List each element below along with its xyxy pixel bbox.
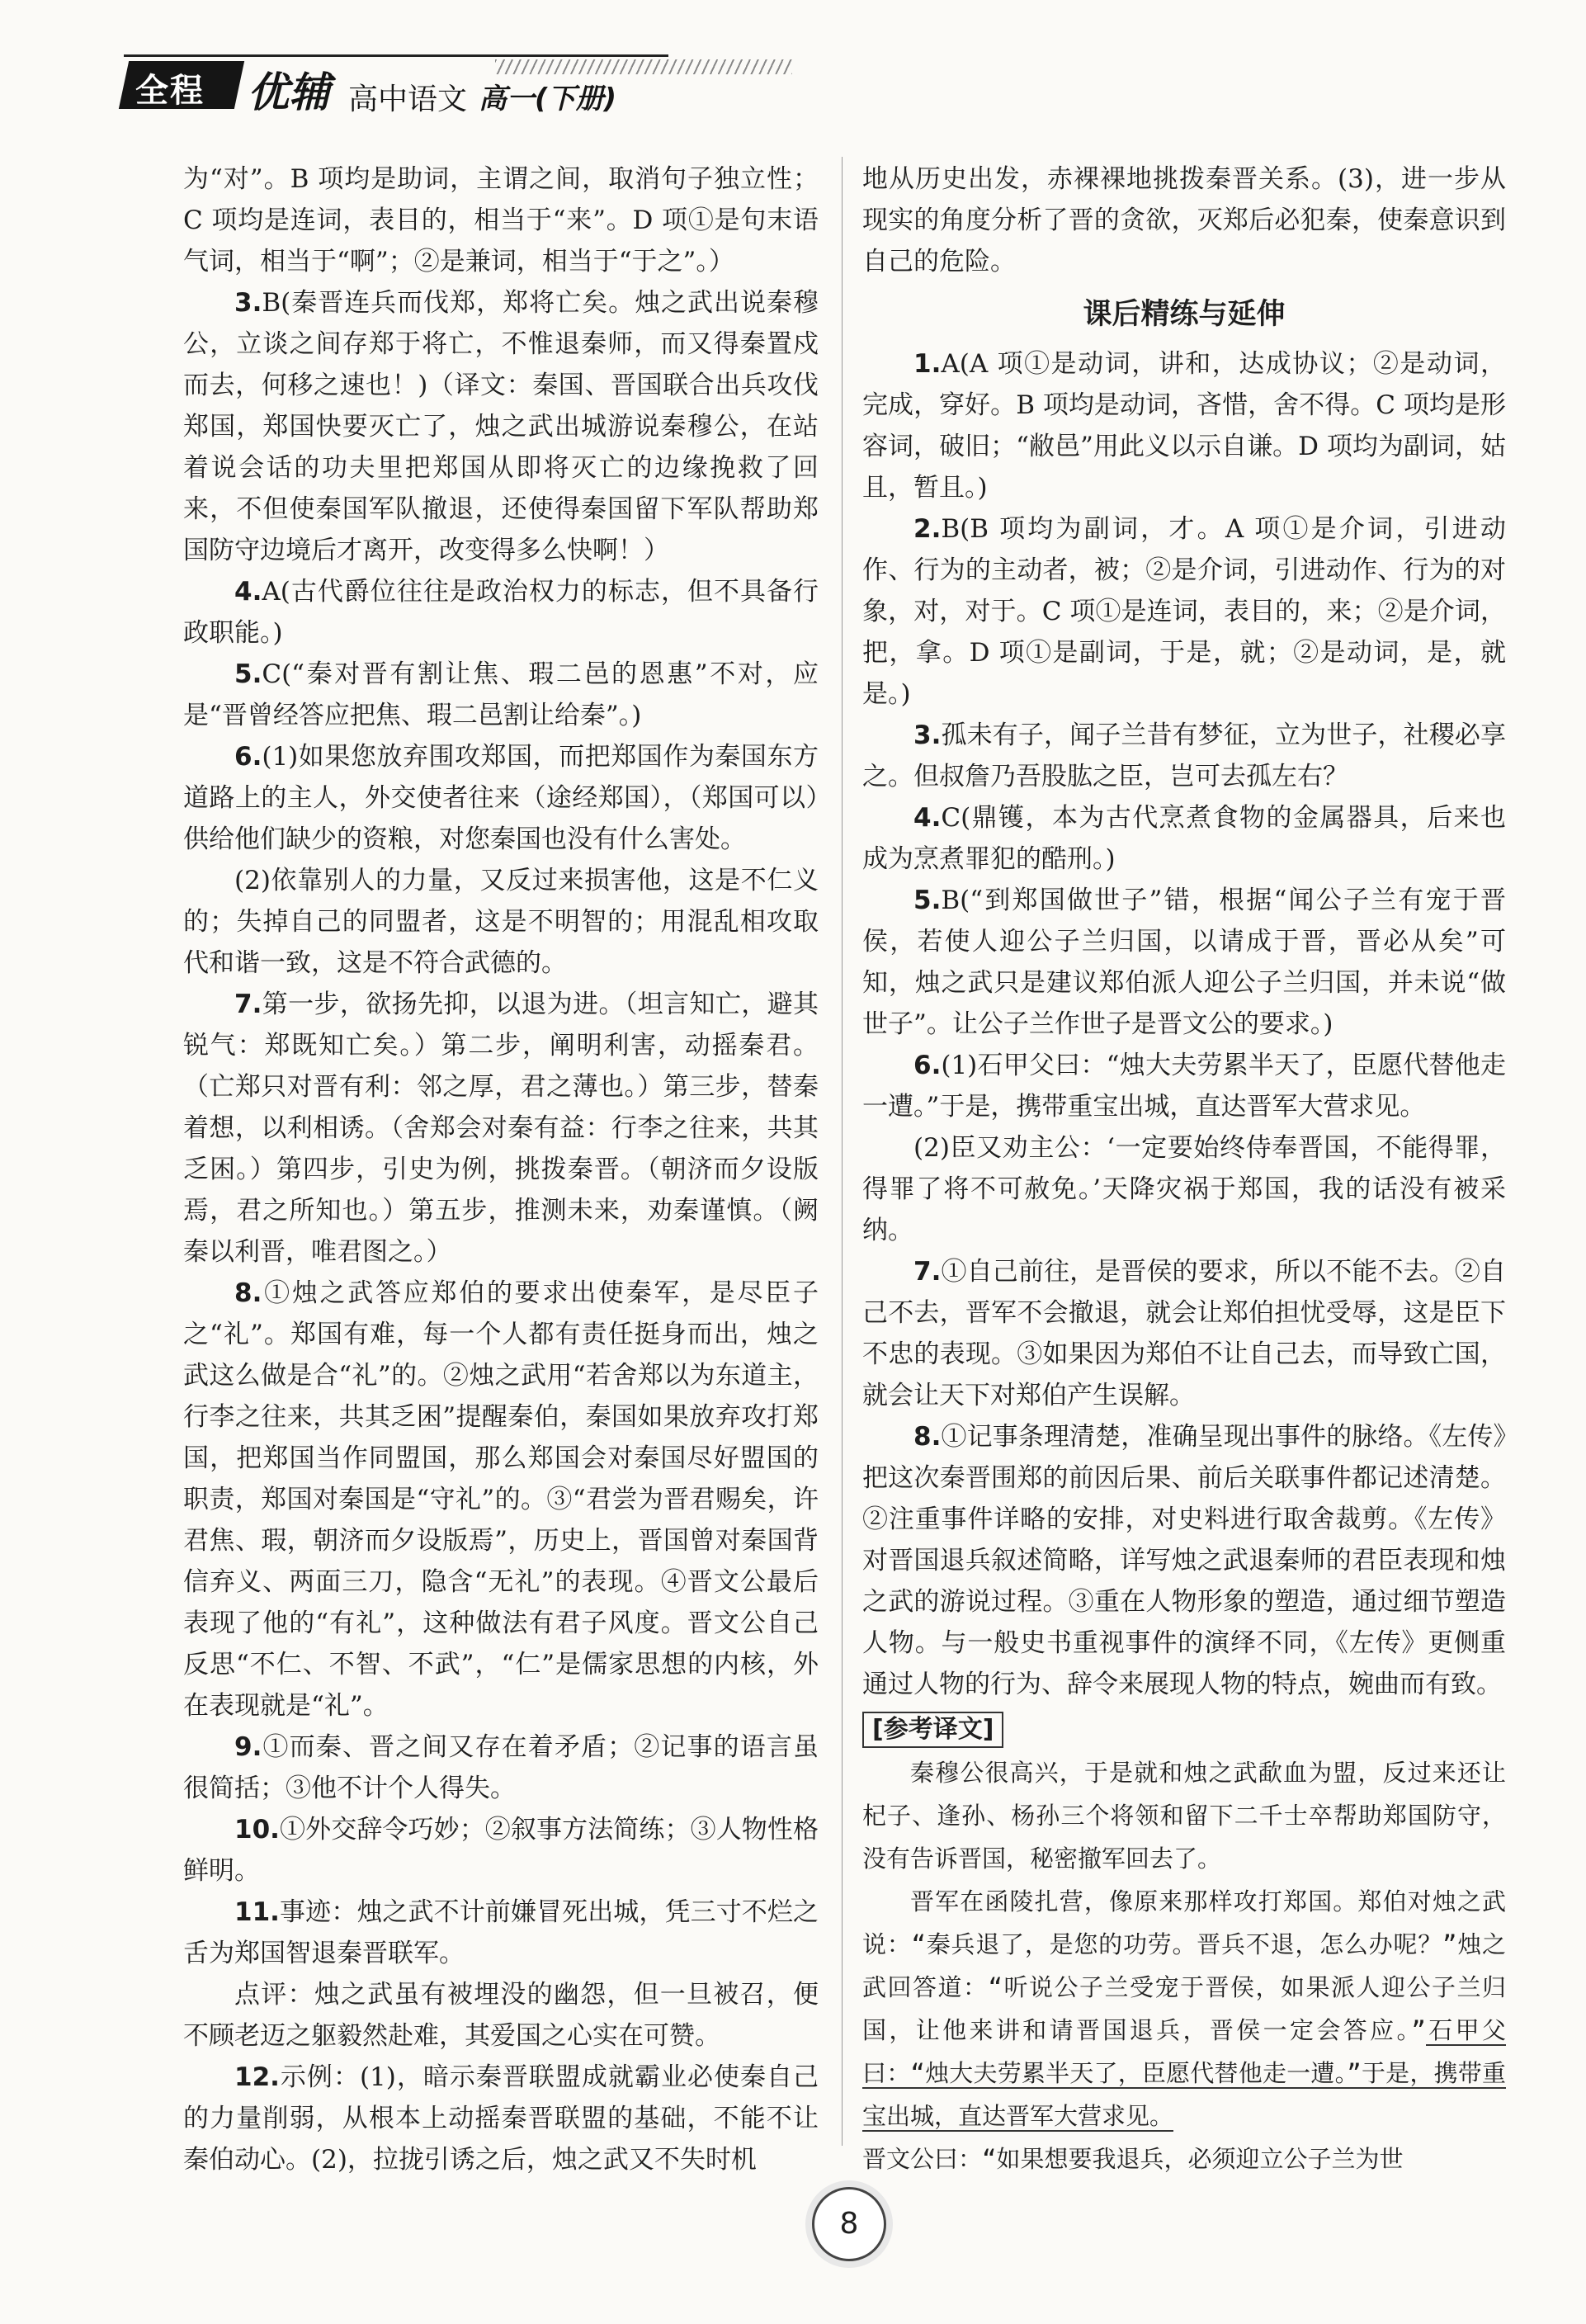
item-number: 6. — [234, 742, 262, 772]
answer-item — [862, 1416, 1506, 1705]
answer-item — [183, 1809, 819, 1892]
logo-text: 全程 — [135, 72, 205, 110]
answer-item — [183, 1974, 819, 2057]
item-number: 6. — [913, 1051, 942, 1080]
header-subject: 高中语文 — [348, 83, 468, 116]
item-text: C(鼎镬，本为古代烹煮食物的金属器具，后来也成为烹煮罪犯的酷刑。) — [862, 803, 1506, 874]
left-column — [183, 158, 819, 2180]
underlined-sentence: 石甲父曰：“烛大夫劳累半天了，臣愿代替他走一遭。”于是，携带重宝出城，直达晋军大营求见。 — [862, 2016, 1506, 2130]
item-number: 8. — [913, 1422, 942, 1452]
right-column — [862, 158, 1506, 2180]
item-text: ①而秦、晋之间又存在着矛盾；②记事的语言虽很简括；③他不计个人得失。 — [183, 1732, 819, 1803]
item-text: B(B 项均为副词，才。A 项①是介词，引进动作、行为的主动者，被；②是介词，引进动作、行为的对象，对，对于。C 项①是连词，表目的，来；②是介词，把，拿。D 项①是副词，于是，就；②是动词，是，就是。) — [862, 514, 1506, 709]
reference-label: [参考译文] — [862, 1712, 1003, 1748]
header — [124, 58, 701, 124]
answer-item — [183, 860, 819, 984]
answer-item — [183, 1273, 819, 1726]
header-decoration — [495, 59, 792, 74]
answer-item — [862, 343, 1506, 508]
answer-item — [862, 1127, 1506, 1251]
item-text: ①烛之武答应郑伯的要求出使秦军，是尽臣子之“礼”。郑国有难，每一个人都有责任挺身而出，烛之武这么做是合“礼”的。②烛之武用“若舍郑以为东道主，行李之往来，共其乏困”提醒秦伯，秦国如果放弃攻打郑国，把郑国当作同盟国，那么郑国会对秦国尽好盟国的职责，郑国对秦国是“守礼”的。③“君尝为晋君赐矣，许君焦、瑕，朝济而夕设版焉”，历史上，晋国曾对秦国背信弃义、两面三刀，隐含“无礼”的表现。④晋文公最后表现了他的“有礼”，这种做法有君子风度。晋文公自己反思“不仁、不智、不武”，“仁”是儒家思想的内核，外在表现就是“礼”。 — [183, 1278, 819, 1721]
item-number: 10. — [234, 1815, 280, 1845]
item-number: 4. — [913, 803, 942, 833]
answer-item — [862, 715, 1506, 797]
item-text: (1)石甲父曰：“烛大夫劳累半天了，臣愿代替他走一遭。”于是，携带重宝出城，直达晋军大营求见。 — [862, 1051, 1506, 1122]
page-number: 8 — [812, 2187, 886, 2261]
reference-translation — [862, 1751, 1506, 2180]
item-number: 8. — [234, 1278, 262, 1308]
item-text: 事迹：烛之武不计前嫌冒死出城，凭三寸不烂之舌为郑国智退秦晋联军。 — [183, 1897, 819, 1968]
column-divider — [842, 157, 843, 2146]
item-text: (1)如果您放弃围攻郑国，而把郑国作为秦国东方道路上的主人，外交使者往来（途经郑国），（郑国可以）供给他们缺少的资粮，对您秦国也没有什么害处。 — [183, 742, 819, 854]
item-text: 第一步，欲扬先抑，以退为进。（坦言知亡，避其锐气：郑既知亡矣。）第二步，阐明利害，动摇秦君。（亡郑只对晋有利：邻之厚，君之薄也。）第三步，替秦着想，以利相诱。（舍郑会对秦有益：行李之往来，共其乏困。）第四步，引史为例，挑拨秦晋。（朝济而夕设版焉，君之所知也。）第五步，推测未来，劝秦谨慎。（阙秦以利晋，唯君图之。） — [183, 990, 819, 1267]
item-text: 地从历史出发，赤裸裸地挑拨秦晋关系。(3)，进一步从现实的角度分析了晋的贪欲，灭郑后必犯秦，使秦意识到自己的危险。 — [862, 164, 1506, 276]
item-number: 3. — [913, 720, 942, 750]
reference-paragraph: 秦穆公很高兴，于是就和烛之武歃血为盟，反过来还让杞子、逢孙、杨孙三个将领和留下二千士卒帮助郑国防守，没有告诉晋国，秘密撤军回去了。 — [862, 1759, 1506, 1873]
item-text: 为“对”。B 项均是助词，主谓之间，取消句子独立性；C 项均是连词，表目的，相当于“来”。D 项①是句末语气词，相当于“啊”；②是兼词，相当于“于之”。） — [183, 164, 819, 276]
item-number: 5. — [234, 659, 262, 689]
answer-item — [183, 1726, 819, 1809]
item-number: 4. — [234, 577, 262, 607]
section-title: 课后精练与延伸 — [1083, 298, 1286, 331]
item-number: 7. — [913, 1257, 942, 1287]
answer-item — [183, 571, 819, 654]
answer-item — [862, 797, 1506, 880]
answer-item — [183, 654, 819, 736]
answer-item — [862, 508, 1506, 715]
item-number: 11. — [234, 1897, 280, 1927]
answer-item — [183, 282, 819, 571]
header-grade: 高一(下册) — [479, 83, 617, 116]
answer-item — [862, 1251, 1506, 1416]
item-number: 9. — [234, 1732, 262, 1762]
item-text: B(“到郑国做世子”错，根据“闻公子兰有宠于晋侯，若使人迎公子兰归国，以请成于晋，晋必从矣”可知，烛之武只是建议郑伯派人迎公子兰归国，并未说“做世子”。让公子兰作世子是晋文公的要求。) — [862, 886, 1506, 1039]
answer-item — [862, 1045, 1506, 1127]
item-text: A(古代爵位往往是政治权力的标志，但不具备行政职能。) — [183, 577, 819, 648]
reference-paragraph: 晋军在函陵扎营，像原来那样攻打郑国。郑伯对烛之武说：“秦兵退了，是您的功劳。晋兵不退，怎么办呢？”烛之武回答道：“听说公子兰受宠于晋侯，如果派人迎公子兰归国，让他来讲和请晋国退兵，晋侯一定会答应。”石甲父曰：“烛大夫劳累半天了，臣愿代替他走一遭。”于是，携带重宝出城，直达晋军大营求见。 — [862, 1887, 1506, 2130]
answer-item — [183, 2057, 819, 2180]
item-text: (2)依靠别人的力量，又反过来损害他，这是不仁义的；失掉自己的同盟者，这是不明智的；用混乱相攻取代和谐一致，这是不符合武德的。 — [183, 866, 819, 978]
item-text: B(秦晋连兵而伐郑，郑将亡矣。烛之武出说秦穆公，立谈之间存郑于将亡，不惟退秦师，而又得秦置戍而去，何移之速也！)（译文：秦国、晋国联合出兵攻伐郑国，郑国快要灭亡了，烛之武出城游说秦穆公，在站着说会话的功夫里把郑国从即将灭亡的边缘挽救了回来，不但使秦国军队撤退，还使得秦国留下军队帮助郑国防守边境后才离开，改变得多么快啊！） — [183, 288, 819, 565]
answer-item — [183, 984, 819, 1273]
item-number: 5. — [913, 886, 942, 915]
item-number: 2. — [913, 514, 942, 544]
item-text: 点评：烛之武虽有被埋没的幽怨，但一旦被召，便不顾老迈之躯毅然赴难，其爱国之心实在可赞。 — [183, 1980, 819, 2051]
item-text: C(“秦对晋有割让焦、瑕二邑的恩惠”不对，应是“晋曾经答应把焦、瑕二邑割让给秦”。) — [183, 659, 819, 730]
item-number: 12. — [234, 2062, 280, 2092]
item-text: ①外交辞令巧妙；②叙事方法简练；③人物性格鲜明。 — [183, 1815, 819, 1886]
item-text: (2)臣又劝主公：‘一定要始终侍奉晋国，不能得罪，得罪了将不可赦免。’天降灾祸于郑国，我的话没有被采纳。 — [862, 1133, 1506, 1245]
reference-last-line: 晋文公曰：“如果想要我退兵，必须迎立公子兰为世 — [862, 2145, 1404, 2173]
item-text: 示例：(1)，暗示秦晋联盟成就霸业必使秦自己的力量削弱，从根本上动摇秦晋联盟的基础，不能不让秦伯动心。(2)，拉拢引诱之后，烛之武又不失时机 — [183, 2062, 819, 2175]
item-text: ①记事条理清楚，准确呈现出事件的脉络。《左传》把这次秦晋围郑的前因后果、前后关联事件都记述清楚。②注重事件详略的安排，对史料进行取舍裁剪。《左传》对晋国退兵叙述简略，详写烛之武退秦师的君臣表现和烛之武的游说过程。③重在人物形象的塑造，通过细节塑造人物。与一般史书重视事件的演绎不同，《左传》更侧重通过人物的行为、辞令来展现人物的特点，婉曲而有致。 — [862, 1422, 1506, 1699]
answer-item — [183, 1892, 819, 1974]
answer-item — [862, 880, 1506, 1045]
answer-item — [862, 158, 1506, 282]
answer-item — [183, 736, 819, 860]
logo-text-secondary: 优辅 — [248, 68, 330, 116]
item-text: 孤未有子，闻子兰昔有梦征，立为世子，社稷必享之。但叔詹乃吾股肱之臣，岂可去孤左右？ — [862, 720, 1506, 791]
item-text: ①自己前往，是晋侯的要求，所以不能不去。②自己不去，晋军不会撤退，就会让郑伯担忧受辱，这是臣下不忠的表现。③如果因为郑伯不让自己去，而导致亡国，就会让天下对郑伯产生误解。 — [862, 1257, 1506, 1410]
header-rule — [124, 54, 668, 57]
answer-item — [183, 158, 819, 282]
item-text: A(A 项①是动词，讲和，达成协议；②是动词，完成，穿好。B 项均是动词，吝惜，舍不得。C 项均是形容词，破旧；“敝邑”用此义以示自谦。D 项均为副词，姑且，暂且。) — [862, 349, 1506, 503]
item-number: 3. — [234, 288, 262, 318]
item-number: 1. — [913, 349, 942, 379]
item-number: 7. — [234, 990, 262, 1019]
